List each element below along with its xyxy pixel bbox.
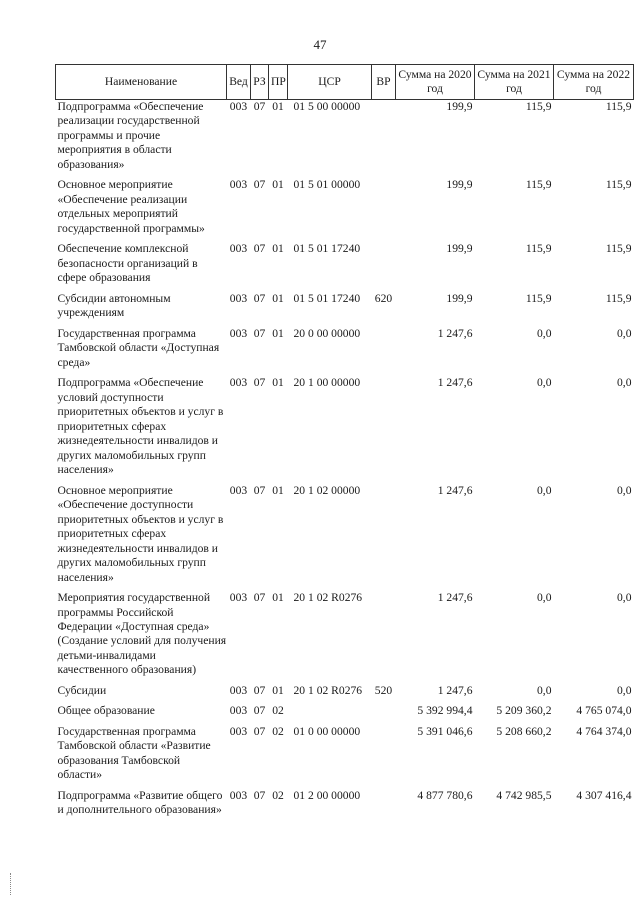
row-vr [372, 725, 396, 789]
row-ved: 003 [229, 291, 248, 305]
margin-mark [10, 873, 13, 895]
header-sum-2022: Сумма на 2022 год [554, 65, 634, 100]
row-pr: 01 [272, 291, 284, 305]
header-name: Наименование [56, 65, 227, 100]
table-header [56, 65, 634, 100]
row-ved: 003 [229, 724, 248, 738]
table-row [56, 684, 634, 704]
row-sum-2020: 1 247,6 [437, 591, 473, 605]
row-name: Субсидии [57, 683, 107, 697]
row-sum-2020: 5 392 994,4 [417, 704, 473, 718]
row-sum-2021: 115,9 [525, 291, 552, 305]
row-pr: 01 [272, 591, 284, 605]
row-sum-2021: 5 208 660,2 [496, 724, 552, 738]
row-sum-2022: 115,9 [605, 178, 632, 192]
row-rz: 07 [253, 242, 266, 256]
row-ved: 003 [229, 178, 248, 192]
row-sum-2020: 1 247,6 [437, 326, 473, 340]
row-rz: 07 [253, 704, 266, 718]
row-ved: 003 [229, 704, 248, 718]
row-name: Субсидии автономным учреждениям [57, 291, 171, 320]
row-csr: 01 5 00 00000 [293, 100, 361, 113]
row-name: Мероприятия государственной программы Российской Федерации «Доступная среда» (Создание условий для получения детьми-инвалидами качественного образования) [57, 591, 227, 677]
row-csr: 01 5 01 17240 [293, 291, 361, 305]
row-csr: 20 1 02 00000 [293, 483, 361, 497]
row-csr [288, 704, 372, 724]
row-sum-2020: 1 247,6 [437, 683, 473, 697]
table-row [56, 484, 634, 591]
row-name: Основное мероприятие «Обеспечение реализации отдельных мероприятий государственной программы» [57, 178, 205, 235]
row-pr: 01 [272, 178, 284, 192]
row-vr [372, 484, 396, 591]
header-sum-2020: Сумма на 2020 год [396, 65, 475, 100]
row-name: Подпрограмма «Обеспечение условий доступности приоритетных объектов и услуг в приоритетных сферах жизнедеятельности инвалидов и других маломобильных групп населения» [57, 376, 224, 477]
row-rz: 07 [253, 788, 266, 802]
header-rz: РЗ [251, 65, 269, 100]
table-row [56, 591, 634, 684]
row-name: Государственная программа Тамбовской области «Развитие образования Тамбовской области» [57, 724, 211, 782]
row-ved: 003 [229, 683, 248, 697]
header-vr: ВР [372, 65, 396, 100]
row-sum-2021: 0,0 [537, 326, 552, 340]
row-ved: 003 [229, 100, 248, 113]
row-sum-2021: 0,0 [537, 376, 552, 390]
row-sum-2021: 5 209 360,2 [496, 704, 552, 718]
row-pr: 02 [272, 704, 284, 718]
row-pr: 01 [272, 100, 284, 113]
table-row [56, 376, 634, 483]
row-sum-2020: 199,9 [446, 242, 473, 256]
row-vr [372, 100, 396, 179]
row-sum-2021: 0,0 [537, 483, 552, 497]
budget-table [55, 64, 634, 824]
row-pr: 02 [272, 788, 284, 802]
row-csr: 20 1 02 R0276 [293, 591, 363, 605]
header-csr: ЦСР [288, 65, 372, 100]
row-sum-2022: 0,0 [617, 683, 632, 697]
row-vr [372, 178, 396, 242]
row-sum-2021: 115,9 [525, 100, 552, 113]
row-rz: 07 [253, 291, 266, 305]
row-sum-2020: 199,9 [446, 178, 473, 192]
table-row [56, 725, 634, 789]
row-sum-2021: 115,9 [525, 242, 552, 256]
table-row [56, 242, 634, 291]
row-rz: 07 [253, 326, 266, 340]
row-ved: 003 [229, 326, 248, 340]
row-vr [372, 327, 396, 376]
row-csr: 20 1 00 00000 [293, 376, 361, 390]
row-vr [372, 591, 396, 684]
row-sum-2022: 0,0 [617, 591, 632, 605]
table-row [56, 789, 634, 824]
row-vr [372, 789, 396, 824]
row-name: Основное мероприятие «Обеспечение доступности приоритетных объектов и услуг в приоритетных сферах жизнедеятельности инвалидов и других маломобильных групп населения» [57, 483, 224, 584]
row-name: Подпрограмма «Обеспечение реализации государственной программы и прочие мероприятия в области образования» [57, 100, 204, 171]
row-sum-2021: 115,9 [525, 178, 552, 192]
header-sum-2021: Сумма на 2021 год [475, 65, 554, 100]
row-csr: 01 0 00 00000 [293, 724, 361, 738]
row-pr: 01 [272, 483, 284, 497]
row-csr: 01 5 01 17240 [293, 242, 361, 256]
row-pr: 01 [272, 326, 284, 340]
row-name: Обеспечение комплексной безопасности организаций в сфере образования [57, 242, 198, 285]
row-vr: 520 [374, 683, 393, 697]
row-csr: 20 1 02 R0276 [293, 683, 363, 697]
row-rz: 07 [253, 591, 266, 605]
row-rz: 07 [253, 724, 266, 738]
row-sum-2022: 115,9 [605, 291, 632, 305]
row-sum-2020: 5 391 046,6 [417, 724, 473, 738]
row-vr [372, 376, 396, 483]
row-rz: 07 [253, 100, 266, 113]
row-name: Подпрограмма «Развитие общего и дополнительного образования» [57, 788, 223, 817]
row-name: Государственная программа Тамбовской области «Доступная среда» [57, 326, 220, 369]
row-rz: 07 [253, 483, 266, 497]
row-pr: 01 [272, 242, 284, 256]
table-row [56, 327, 634, 376]
header-pr: ПР [269, 65, 288, 100]
table-body [56, 100, 634, 824]
row-sum-2022: 0,0 [617, 376, 632, 390]
table-row [56, 100, 634, 179]
table-row [56, 292, 634, 327]
row-sum-2020: 4 877 780,6 [417, 788, 473, 802]
row-ved: 003 [229, 788, 248, 802]
row-ved: 003 [229, 591, 248, 605]
row-ved: 003 [229, 376, 248, 390]
row-vr [372, 242, 396, 291]
row-sum-2020: 1 247,6 [437, 483, 473, 497]
row-csr: 01 2 00 00000 [293, 788, 361, 802]
row-sum-2022: 0,0 [617, 326, 632, 340]
row-pr: 01 [272, 376, 284, 390]
row-sum-2022: 4 765 074,0 [576, 704, 632, 718]
row-name: Общее образование [57, 704, 155, 718]
row-sum-2021: 0,0 [537, 683, 552, 697]
row-pr: 02 [272, 724, 284, 738]
row-sum-2020: 1 247,6 [437, 376, 473, 390]
row-sum-2022: 0,0 [617, 483, 632, 497]
row-rz: 07 [253, 178, 266, 192]
header-ved: Вед [227, 65, 251, 100]
row-ved: 003 [229, 242, 248, 256]
row-vr [372, 704, 396, 724]
row-rz: 07 [253, 376, 266, 390]
row-sum-2022: 115,9 [605, 242, 632, 256]
row-sum-2022: 4 764 374,0 [576, 724, 632, 738]
row-csr: 20 0 00 00000 [293, 326, 361, 340]
row-vr: 620 [374, 291, 393, 305]
table-row [56, 178, 634, 242]
row-rz: 07 [253, 683, 266, 697]
row-sum-2021: 0,0 [537, 591, 552, 605]
row-sum-2020: 199,9 [446, 291, 473, 305]
row-sum-2022: 4 307 416,4 [576, 788, 632, 802]
row-sum-2021: 4 742 985,5 [496, 788, 552, 802]
page-number: 47 [313, 37, 327, 52]
row-sum-2020: 199,9 [446, 100, 473, 113]
table-row [56, 704, 634, 724]
row-sum-2022: 115,9 [605, 100, 632, 113]
row-ved: 003 [229, 483, 248, 497]
row-csr: 01 5 01 00000 [293, 178, 361, 192]
row-pr: 01 [272, 683, 284, 697]
